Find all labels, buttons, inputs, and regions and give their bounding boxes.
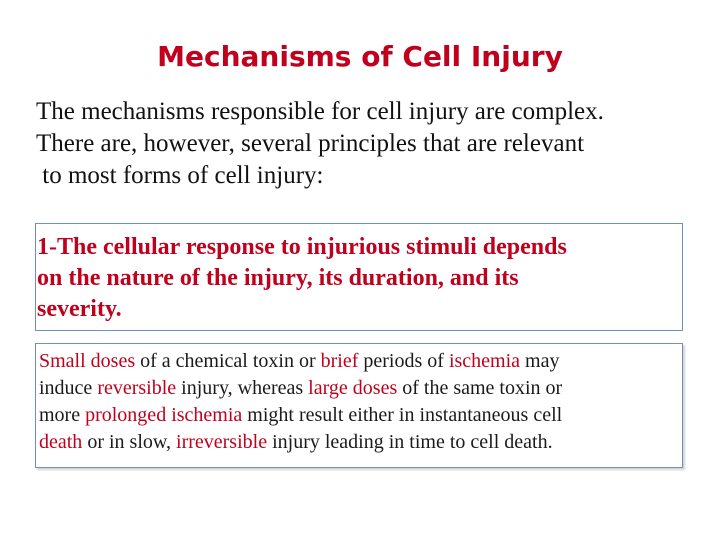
detail-fragment: of a chemical toxin or — [135, 350, 321, 372]
detail-fragment: injury leading in time to cell death. — [267, 431, 553, 453]
intro-line: The mechanisms responsible for cell injury are complex. — [36, 98, 604, 125]
principle-box — [35, 223, 683, 331]
intro-line: to most forms of cell injury: — [36, 162, 324, 189]
detail-fragment: more — [39, 404, 86, 426]
detail-fragment: periods of — [358, 350, 449, 372]
highlight-term: Small doses — [39, 350, 136, 372]
detail-text — [39, 348, 562, 456]
highlight-term: reversible — [97, 377, 177, 399]
principle-line: 1-The cellular response to injurious stimuli depends — [37, 234, 567, 260]
highlight-term: brief — [320, 350, 359, 372]
principle-text — [37, 232, 567, 325]
intro-paragraph — [36, 96, 696, 192]
detail-fragment: induce — [39, 377, 98, 399]
detail-line — [39, 375, 562, 402]
detail-fragment: might result either in instantaneous cell — [242, 404, 563, 426]
detail-line — [39, 348, 562, 375]
detail-line — [39, 429, 562, 456]
principle-line: on the nature of the injury, its duration, and its — [37, 265, 519, 291]
detail-fragment: or in slow, — [82, 431, 177, 453]
principle-line: severity. — [37, 296, 122, 322]
highlight-term: ischemia — [448, 350, 521, 372]
intro-line: There are, however, several principles that are relevant — [36, 130, 585, 157]
highlight-term: large doses — [308, 377, 398, 399]
highlight-term: prolonged ischemia — [85, 404, 243, 426]
highlight-term: irreversible — [176, 431, 268, 453]
detail-fragment: may — [520, 350, 560, 372]
detail-fragment: injury, whereas — [176, 377, 309, 399]
highlight-term: death — [39, 431, 83, 453]
detail-line — [39, 402, 562, 429]
detail-box — [35, 343, 683, 468]
detail-fragment: of the same toxin or — [397, 377, 563, 399]
slide-title: Mechanisms of Cell Injury — [157, 40, 563, 73]
